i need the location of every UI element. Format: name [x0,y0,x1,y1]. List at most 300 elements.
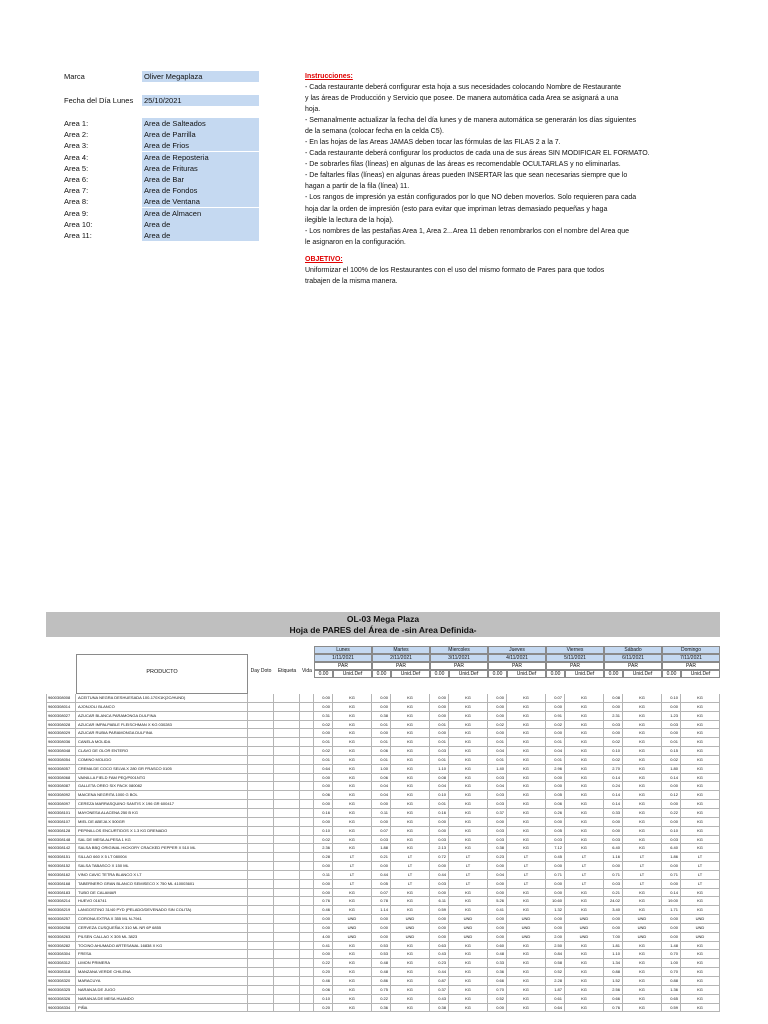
par-quantity-cell[interactable]: 0.20 [314,968,333,977]
empty-cell[interactable] [300,836,314,845]
par-quantity-cell[interactable]: 0.00 [430,933,449,942]
par-quantity-cell[interactable]: 0.03 [430,880,449,889]
par-quantity-cell[interactable]: 5.26 [488,897,507,906]
empty-cell[interactable] [300,968,314,977]
empty-cell[interactable] [274,862,300,871]
par-quantity-cell[interactable]: 0.02 [604,756,623,765]
empty-cell[interactable] [274,871,300,880]
par-quantity-cell[interactable]: 0.04 [430,782,449,791]
area-value[interactable]: Area de [142,219,259,230]
empty-cell[interactable] [248,809,274,818]
par-quantity-cell[interactable]: 1.36 [662,986,681,995]
par-quantity-cell[interactable]: 0.00 [662,880,681,889]
par-quantity-cell[interactable]: 0.00 [314,694,333,703]
par-quantity-cell[interactable]: 0.05 [546,791,565,800]
par-quantity-cell[interactable]: 0.00 [372,924,391,933]
area-value[interactable]: Area de [142,230,259,241]
par-quantity-cell[interactable]: 0.71 [604,871,623,880]
empty-cell[interactable] [248,986,274,995]
par-quantity-cell[interactable]: 0.84 [546,950,565,959]
par-quantity-cell[interactable]: 0.70 [662,950,681,959]
par-quantity-cell[interactable]: 0.28 [314,853,333,862]
empty-cell[interactable] [300,897,314,906]
par-quantity-cell[interactable]: 0.36 [372,1004,391,1013]
empty-cell[interactable] [274,1004,300,1013]
par-quantity-cell[interactable]: 0.00 [314,818,333,827]
par-quantity-cell[interactable]: 1.32 [546,906,565,915]
par-quantity-cell[interactable]: 0.21 [604,889,623,898]
empty-cell[interactable] [300,800,314,809]
par-quantity-cell[interactable]: 0.00 [662,782,681,791]
par-quantity-cell[interactable]: 0.01 [430,756,449,765]
par-quantity-cell[interactable]: 6.40 [662,844,681,853]
empty-cell[interactable] [248,712,274,721]
par-quantity-cell[interactable]: 0.53 [372,950,391,959]
par-quantity-cell[interactable]: 0.04 [372,782,391,791]
par-quantity-cell[interactable]: 0.48 [488,950,507,959]
fecha-value[interactable]: 25/10/2021 [142,95,259,106]
empty-cell[interactable] [248,747,274,756]
par-quantity-cell[interactable]: 0.00 [546,889,565,898]
empty-cell[interactable] [300,765,314,774]
par-quantity-cell[interactable]: 0.00 [604,915,623,924]
empty-cell[interactable] [274,827,300,836]
marca-value[interactable]: Oliver Megaplaza [142,71,259,82]
par-quantity-cell[interactable]: 0.41 [314,942,333,951]
par-quantity-cell[interactable]: 0.00 [314,924,333,933]
par-quantity-cell[interactable]: 0.00 [430,915,449,924]
empty-cell[interactable] [248,950,274,959]
par-quantity-cell[interactable]: 0.02 [314,721,333,730]
par-quantity-cell[interactable]: 0.00 [604,818,623,827]
par-quantity-cell[interactable]: 0.63 [430,942,449,951]
par-quantity-cell[interactable]: 0.03 [604,880,623,889]
par-quantity-cell[interactable]: 0.01 [372,756,391,765]
empty-cell[interactable] [274,950,300,959]
empty-cell[interactable] [300,721,314,730]
par-quantity-cell[interactable]: 0.76 [604,1004,623,1013]
empty-cell[interactable] [274,791,300,800]
par-quantity-cell[interactable]: 0.23 [488,853,507,862]
par-quantity-cell[interactable]: 0.00 [372,933,391,942]
par-quantity-cell[interactable]: 0.70 [662,968,681,977]
par-quantity-cell[interactable]: 0.00 [604,703,623,712]
empty-cell[interactable] [248,729,274,738]
empty-cell[interactable] [248,906,274,915]
par-quantity-cell[interactable]: 0.87 [430,977,449,986]
par-quantity-cell[interactable]: 0.03 [662,836,681,845]
empty-cell[interactable] [300,950,314,959]
par-quantity-cell[interactable]: 0.04 [372,791,391,800]
par-quantity-cell[interactable]: 0.00 [546,818,565,827]
area-value[interactable]: Area de Fondos [142,185,259,196]
empty-cell[interactable] [300,906,314,915]
empty-cell[interactable] [248,924,274,933]
par-quantity-cell[interactable]: 0.06 [372,774,391,783]
empty-cell[interactable] [274,853,300,862]
par-quantity-cell[interactable]: 0.00 [488,703,507,712]
par-quantity-cell[interactable]: 1.71 [662,906,681,915]
empty-cell[interactable] [248,782,274,791]
par-quantity-cell[interactable]: 0.05 [546,827,565,836]
par-quantity-cell[interactable]: 0.08 [430,774,449,783]
par-quantity-cell[interactable]: 0.03 [430,836,449,845]
par-quantity-cell[interactable]: 0.26 [546,809,565,818]
par-quantity-cell[interactable]: 0.76 [314,897,333,906]
par-quantity-cell[interactable]: 1.81 [604,942,623,951]
area-value[interactable]: Area de Frios [142,140,259,151]
empty-cell[interactable] [274,818,300,827]
par-quantity-cell[interactable]: 0.59 [662,1004,681,1013]
par-quantity-cell[interactable]: 0.00 [546,729,565,738]
par-quantity-cell[interactable]: 0.03 [488,827,507,836]
empty-cell[interactable] [300,818,314,827]
par-quantity-cell[interactable]: 0.14 [604,800,623,809]
par-quantity-cell[interactable]: 0.00 [372,862,391,871]
empty-cell[interactable] [274,897,300,906]
par-quantity-cell[interactable]: 0.52 [546,968,565,977]
par-quantity-cell[interactable]: 1.87 [546,986,565,995]
empty-cell[interactable] [248,844,274,853]
par-quantity-cell[interactable]: 0.04 [488,747,507,756]
par-quantity-cell[interactable]: 0.00 [488,933,507,942]
par-quantity-cell[interactable]: 0.01 [546,756,565,765]
par-quantity-cell[interactable]: 2.70 [604,765,623,774]
par-quantity-cell[interactable]: 0.06 [372,747,391,756]
empty-cell[interactable] [248,959,274,968]
par-quantity-cell[interactable]: 10.60 [546,897,565,906]
empty-cell[interactable] [274,995,300,1004]
empty-cell[interactable] [274,933,300,942]
par-quantity-cell[interactable]: 0.00 [488,889,507,898]
par-quantity-cell[interactable]: 0.10 [662,694,681,703]
par-quantity-cell[interactable]: 0.03 [604,836,623,845]
par-quantity-cell[interactable]: 0.03 [546,836,565,845]
empty-cell[interactable] [300,791,314,800]
par-quantity-cell[interactable]: 0.00 [430,924,449,933]
par-quantity-cell[interactable]: 2.36 [314,844,333,853]
par-quantity-cell[interactable]: 0.71 [662,871,681,880]
par-quantity-cell[interactable]: 2.00 [546,933,565,942]
par-quantity-cell[interactable]: 0.10 [430,791,449,800]
par-quantity-cell[interactable]: 1.80 [662,765,681,774]
empty-cell[interactable] [274,729,300,738]
empty-cell[interactable] [248,1004,274,1013]
par-quantity-cell[interactable]: 0.02 [314,747,333,756]
par-quantity-cell[interactable]: 0.05 [372,880,391,889]
par-quantity-cell[interactable]: 0.07 [546,694,565,703]
empty-cell[interactable] [300,915,314,924]
par-quantity-cell[interactable]: 0.03 [430,747,449,756]
empty-cell[interactable] [248,942,274,951]
empty-cell[interactable] [248,774,274,783]
par-quantity-cell[interactable]: 0.59 [430,906,449,915]
par-quantity-cell[interactable]: 0.00 [662,862,681,871]
par-quantity-cell[interactable]: 0.01 [662,738,681,747]
par-quantity-cell[interactable]: 0.00 [604,729,623,738]
empty-cell[interactable] [300,782,314,791]
par-quantity-cell[interactable]: 0.00 [314,774,333,783]
par-quantity-cell[interactable]: 0.00 [430,729,449,738]
par-quantity-cell[interactable]: 0.00 [314,729,333,738]
par-quantity-cell[interactable]: 0.00 [662,915,681,924]
par-quantity-cell[interactable]: 0.14 [604,791,623,800]
par-quantity-cell[interactable]: 0.03 [488,774,507,783]
par-quantity-cell[interactable]: 0.00 [430,827,449,836]
par-quantity-cell[interactable]: 0.00 [430,703,449,712]
empty-cell[interactable] [274,721,300,730]
par-quantity-cell[interactable]: 0.16 [314,809,333,818]
par-quantity-cell[interactable]: 0.24 [604,782,623,791]
par-quantity-cell[interactable]: 0.00 [604,827,623,836]
par-quantity-cell[interactable]: 0.52 [488,995,507,1004]
empty-cell[interactable] [300,853,314,862]
empty-cell[interactable] [300,694,314,703]
par-quantity-cell[interactable]: 0.22 [314,959,333,968]
par-quantity-cell[interactable]: 0.48 [372,959,391,968]
par-quantity-cell[interactable]: 0.23 [430,959,449,968]
par-quantity-cell[interactable]: 4.00 [314,933,333,942]
empty-cell[interactable] [248,889,274,898]
empty-cell[interactable] [274,712,300,721]
par-quantity-cell[interactable]: 1.48 [662,942,681,951]
empty-cell[interactable] [248,995,274,1004]
par-quantity-cell[interactable]: 0.00 [546,924,565,933]
empty-cell[interactable] [300,986,314,995]
empty-cell[interactable] [248,862,274,871]
par-quantity-cell[interactable]: 0.88 [662,977,681,986]
empty-cell[interactable] [300,924,314,933]
par-quantity-cell[interactable]: 0.03 [662,721,681,730]
par-quantity-cell[interactable]: 0.33 [488,959,507,968]
empty-cell[interactable] [274,959,300,968]
empty-cell[interactable] [274,747,300,756]
par-quantity-cell[interactable]: 0.36 [488,968,507,977]
par-quantity-cell[interactable]: 0.00 [372,694,391,703]
par-quantity-cell[interactable]: 0.00 [662,703,681,712]
par-quantity-cell[interactable]: 0.01 [488,756,507,765]
par-quantity-cell[interactable]: 0.07 [372,889,391,898]
par-quantity-cell[interactable]: 1.23 [662,712,681,721]
par-quantity-cell[interactable]: 0.04 [488,782,507,791]
empty-cell[interactable] [248,818,274,827]
par-quantity-cell[interactable]: 0.00 [488,712,507,721]
par-quantity-cell[interactable]: 2.56 [604,986,623,995]
par-quantity-cell[interactable]: 0.06 [546,800,565,809]
par-quantity-cell[interactable]: 0.44 [372,871,391,880]
par-quantity-cell[interactable]: 0.10 [662,827,681,836]
empty-cell[interactable] [274,915,300,924]
par-quantity-cell[interactable]: 2.28 [546,977,565,986]
par-quantity-cell[interactable]: 0.72 [430,853,449,862]
par-quantity-cell[interactable]: 0.45 [546,853,565,862]
par-quantity-cell[interactable]: 1.86 [662,853,681,862]
par-quantity-cell[interactable]: 0.21 [372,853,391,862]
par-quantity-cell[interactable]: 0.00 [604,924,623,933]
par-quantity-cell[interactable]: 0.46 [314,906,333,915]
empty-cell[interactable] [274,738,300,747]
par-quantity-cell[interactable]: 0.00 [488,1004,507,1013]
empty-cell[interactable] [274,942,300,951]
par-quantity-cell[interactable]: 0.00 [314,782,333,791]
par-quantity-cell[interactable]: 0.01 [488,738,507,747]
par-quantity-cell[interactable]: 24.02 [604,897,623,906]
par-quantity-cell[interactable]: 0.00 [662,933,681,942]
empty-cell[interactable] [248,738,274,747]
empty-cell[interactable] [274,968,300,977]
empty-cell[interactable] [274,880,300,889]
par-quantity-cell[interactable]: 0.10 [604,747,623,756]
par-quantity-cell[interactable]: 1.10 [604,950,623,959]
par-quantity-cell[interactable]: 0.00 [488,694,507,703]
empty-cell[interactable] [274,774,300,783]
par-quantity-cell[interactable]: 0.00 [314,800,333,809]
empty-cell[interactable] [248,871,274,880]
par-quantity-cell[interactable]: 0.11 [372,809,391,818]
par-quantity-cell[interactable]: 0.00 [372,800,391,809]
par-quantity-cell[interactable]: 0.78 [372,897,391,906]
area-value[interactable]: Area de Frituras [142,163,259,174]
par-quantity-cell[interactable]: 0.61 [546,995,565,1004]
par-quantity-cell[interactable]: 0.03 [604,721,623,730]
par-quantity-cell[interactable]: 0.16 [430,809,449,818]
par-quantity-cell[interactable]: 0.64 [546,1004,565,1013]
par-quantity-cell[interactable]: 0.08 [604,694,623,703]
area-value[interactable]: Area de Almacen [142,208,259,219]
par-quantity-cell[interactable]: 2.31 [604,712,623,721]
par-quantity-cell[interactable]: 0.44 [430,968,449,977]
par-quantity-cell[interactable]: 1.00 [662,959,681,968]
par-quantity-cell[interactable]: 0.00 [488,880,507,889]
par-quantity-cell[interactable]: 0.00 [604,862,623,871]
empty-cell[interactable] [248,765,274,774]
par-quantity-cell[interactable]: 0.00 [372,818,391,827]
empty-cell[interactable] [300,995,314,1004]
empty-cell[interactable] [248,791,274,800]
par-quantity-cell[interactable]: 0.00 [430,889,449,898]
par-quantity-cell[interactable]: 0.00 [662,924,681,933]
area-value[interactable]: Area de Reposteria [142,152,259,163]
par-quantity-cell[interactable]: 1.00 [372,765,391,774]
par-quantity-cell[interactable]: 0.14 [662,774,681,783]
empty-cell[interactable] [300,942,314,951]
par-quantity-cell[interactable]: 0.43 [430,950,449,959]
empty-cell[interactable] [248,721,274,730]
par-quantity-cell[interactable]: 0.00 [488,915,507,924]
empty-cell[interactable] [248,827,274,836]
empty-cell[interactable] [300,774,314,783]
par-quantity-cell[interactable]: 7.00 [604,933,623,942]
par-quantity-cell[interactable]: 2.96 [546,765,565,774]
par-quantity-cell[interactable]: 0.33 [604,809,623,818]
empty-cell[interactable] [300,738,314,747]
par-quantity-cell[interactable]: 0.00 [314,862,333,871]
par-quantity-cell[interactable]: 0.02 [546,721,565,730]
par-quantity-cell[interactable]: 0.70 [488,986,507,995]
par-quantity-cell[interactable]: 0.38 [488,844,507,853]
par-quantity-cell[interactable]: 6.40 [604,844,623,853]
par-quantity-cell[interactable]: 1.40 [488,765,507,774]
empty-cell[interactable] [300,889,314,898]
par-quantity-cell[interactable]: 1.34 [604,959,623,968]
par-quantity-cell[interactable]: 0.43 [430,995,449,1004]
par-quantity-cell[interactable]: 0.00 [488,818,507,827]
area-value[interactable]: Area de Salteados [142,118,259,129]
empty-cell[interactable] [300,747,314,756]
empty-cell[interactable] [274,924,300,933]
par-quantity-cell[interactable]: 7.12 [546,844,565,853]
par-quantity-cell[interactable]: 0.38 [372,712,391,721]
par-quantity-cell[interactable]: 0.01 [372,738,391,747]
empty-cell[interactable] [274,782,300,791]
par-quantity-cell[interactable]: 0.04 [488,871,507,880]
par-quantity-cell[interactable]: 0.00 [546,774,565,783]
par-quantity-cell[interactable]: 0.00 [314,703,333,712]
empty-cell[interactable] [248,897,274,906]
par-quantity-cell[interactable]: 0.44 [430,871,449,880]
par-quantity-cell[interactable]: 0.14 [604,774,623,783]
par-quantity-cell[interactable]: 0.71 [546,871,565,880]
par-quantity-cell[interactable]: 1.10 [430,765,449,774]
par-quantity-cell[interactable]: 0.01 [430,738,449,747]
empty-cell[interactable] [248,836,274,845]
par-quantity-cell[interactable]: 0.06 [314,986,333,995]
par-quantity-cell[interactable]: 0.01 [314,738,333,747]
empty-cell[interactable] [300,827,314,836]
par-quantity-cell[interactable]: 0.00 [372,703,391,712]
empty-cell[interactable] [274,800,300,809]
par-quantity-cell[interactable]: 0.66 [488,977,507,986]
empty-cell[interactable] [300,977,314,986]
area-value[interactable]: Area de Parrilla [142,129,259,140]
empty-cell[interactable] [274,977,300,986]
par-quantity-cell[interactable]: 0.01 [372,721,391,730]
par-quantity-cell[interactable]: 0.01 [546,738,565,747]
par-quantity-cell[interactable]: 0.06 [314,791,333,800]
par-quantity-cell[interactable]: 0.00 [546,915,565,924]
empty-cell[interactable] [300,880,314,889]
par-quantity-cell[interactable]: 0.20 [314,1004,333,1013]
empty-cell[interactable] [300,871,314,880]
par-quantity-cell[interactable]: 0.01 [314,756,333,765]
empty-cell[interactable] [274,809,300,818]
par-quantity-cell[interactable]: 0.03 [488,791,507,800]
par-quantity-cell[interactable]: 0.86 [372,977,391,986]
par-quantity-cell[interactable]: 0.00 [546,862,565,871]
area-value[interactable]: Area de Bar [142,174,259,185]
par-quantity-cell[interactable]: 0.00 [430,694,449,703]
empty-cell[interactable] [248,756,274,765]
par-quantity-cell[interactable]: 0.00 [430,862,449,871]
par-quantity-cell[interactable]: 19.00 [662,897,681,906]
par-quantity-cell[interactable]: 0.00 [546,782,565,791]
par-quantity-cell[interactable]: 0.11 [314,871,333,880]
par-quantity-cell[interactable]: 0.00 [430,712,449,721]
par-quantity-cell[interactable]: 0.00 [430,818,449,827]
par-quantity-cell[interactable]: 0.10 [314,995,333,1004]
par-quantity-cell[interactable]: 0.22 [372,995,391,1004]
par-quantity-cell[interactable]: 0.03 [488,836,507,845]
par-quantity-cell[interactable]: 0.01 [430,721,449,730]
par-quantity-cell[interactable]: 0.00 [488,924,507,933]
empty-cell[interactable] [248,968,274,977]
par-quantity-cell[interactable]: 0.37 [488,809,507,818]
par-quantity-cell[interactable]: 0.00 [546,880,565,889]
empty-cell[interactable] [248,977,274,986]
par-quantity-cell[interactable]: 0.46 [314,977,333,986]
empty-cell[interactable] [300,756,314,765]
empty-cell[interactable] [274,694,300,703]
